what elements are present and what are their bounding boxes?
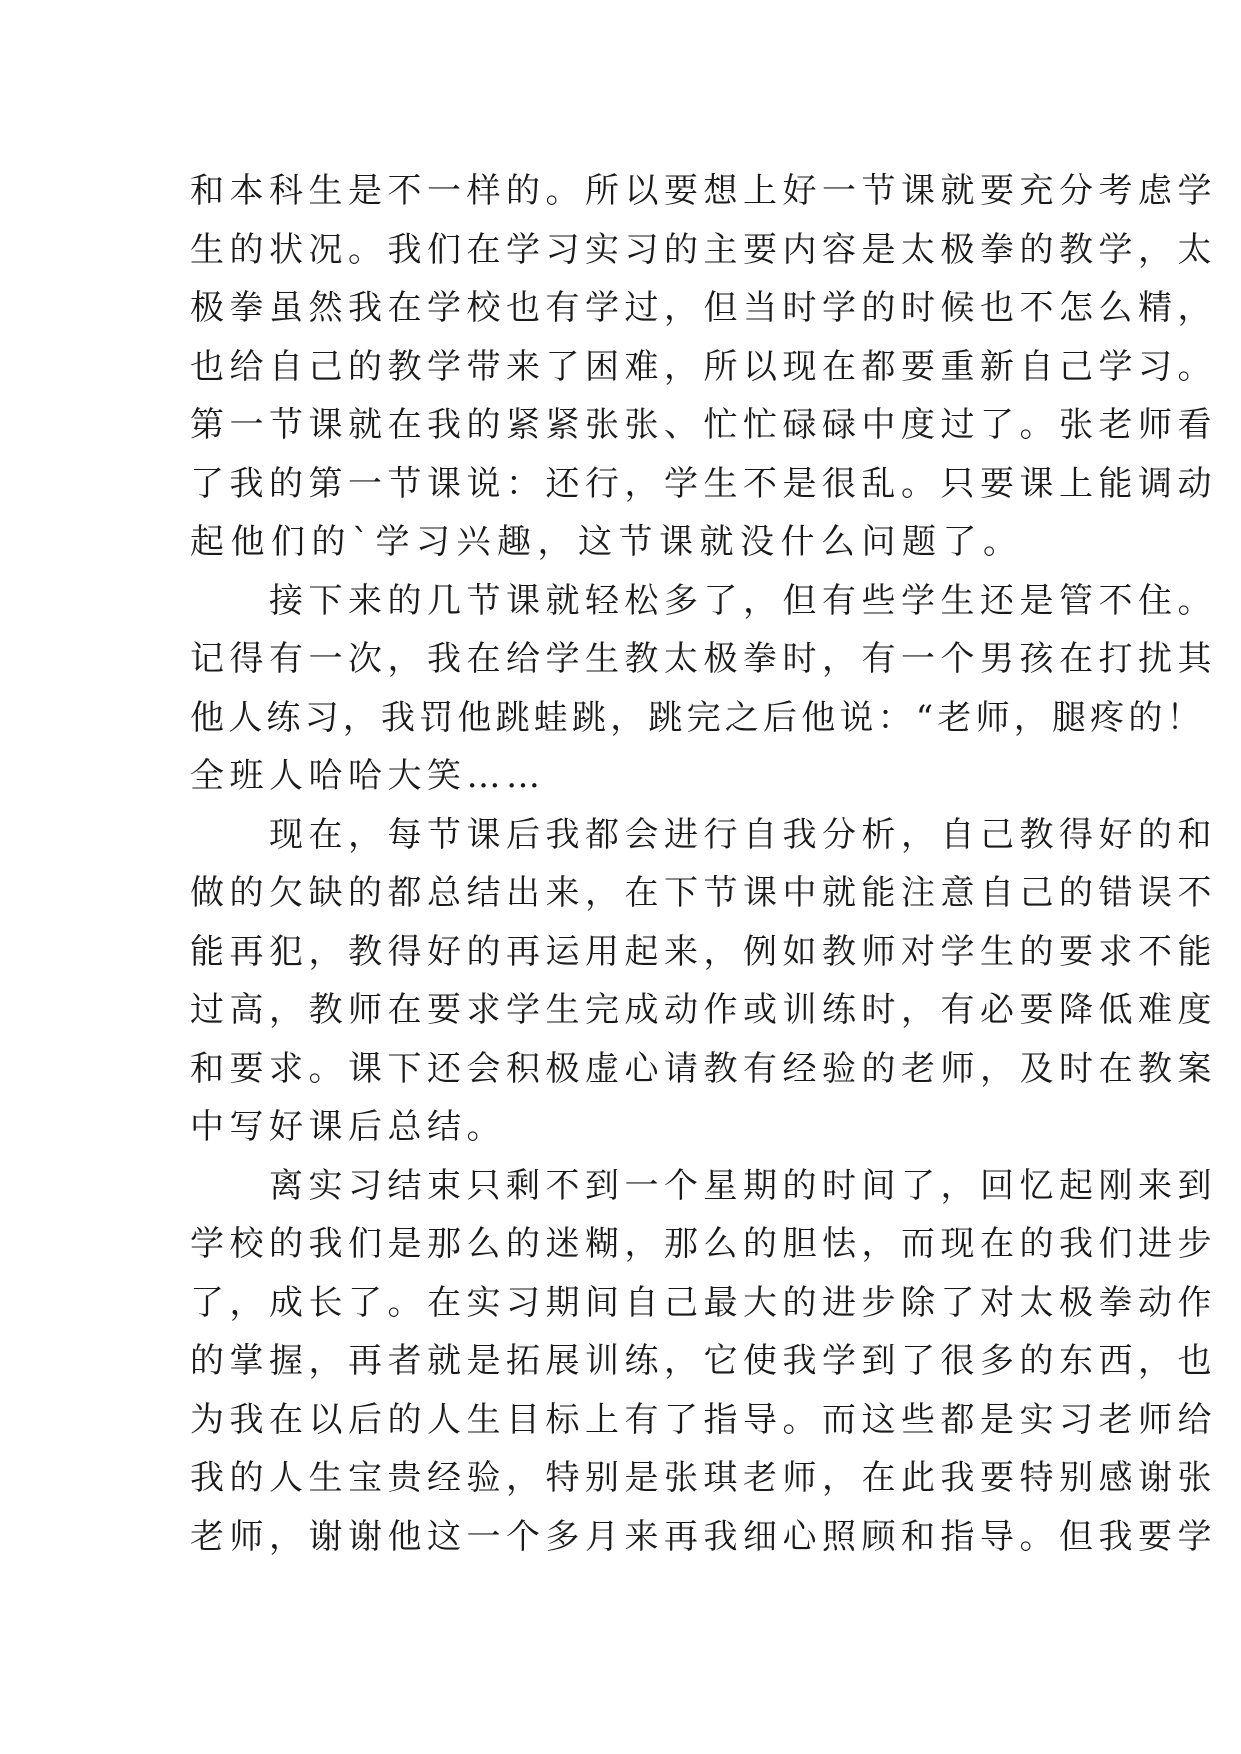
- text-line-12: 现在，每节课后我都会进行自我分析，自己教得好的和: [190, 814, 1217, 855]
- text-line-20: 了，成长了。在实习期间自己最大的进步除了对太极拳动作: [190, 1282, 1217, 1323]
- text-line-23: 我的人生宝贵经验，特别是张琪老师，在此我要特别感谢张: [190, 1458, 1217, 1498]
- text-line-8: 接下来的几节课就轻松多了，但有些学生还是管不住。: [190, 580, 1217, 621]
- text-line-1: 和本科生是不一样的。所以要想上好一节课就要充分考虑学: [190, 171, 1217, 211]
- text-line-7: 起他们的`学习兴趣，这节课就没什么问题了。: [190, 522, 1024, 562]
- text-line-6: 了我的第一节课说：还行，学生不是很乱。只要课上能调动: [190, 463, 1217, 504]
- text-line-17: 中写好课后总结。: [190, 1107, 506, 1147]
- text-line-15: 过高，教师在要求学生完成动作或训练时，有必要降低难度: [190, 990, 1217, 1030]
- text-line-2: 生的状况。我们在学习实习的主要内容是太极拳的教学，太: [190, 229, 1217, 270]
- text-line-10: 他人练习，我罚他跳蛙跳，跳完之后他说：“老师，腿疼的！: [190, 697, 1205, 738]
- text-line-19: 学校的我们是那么的迷糊，那么的胆怯，而现在的我们进步: [190, 1224, 1217, 1264]
- text-line-16: 和要求。课下还会积极虚心请教有经验的老师，及时在教案: [190, 1048, 1217, 1089]
- text-line-21: 的掌握，再者就是拓展训练，它使我学到了很多的东西，也: [190, 1341, 1217, 1381]
- text-line-18: 离实习结束只剩不到一个星期的时间了，回忆起刚来到: [190, 1165, 1217, 1206]
- text-line-13: 做的欠缺的都总结出来，在下节课中就能注意自己的错误不: [190, 873, 1217, 913]
- document-body: [190, 162, 1217, 1566]
- text-line-4: 也给自己的教学带来了困难，所以现在都要重新自己学习。: [190, 346, 1217, 387]
- text-line-3: 极拳虽然我在学校也有学过，但当时学的时候也不怎么精，: [190, 288, 1217, 328]
- text-line-14: 能再犯，教得好的再运用起来，例如教师对学生的要求不能: [190, 931, 1217, 972]
- text-line-5: 第一节课就在我的紧紧张张、忙忙碌碌中度过了。张老师看: [190, 405, 1217, 445]
- text-line-11: 全班人哈哈大笑……: [190, 756, 546, 796]
- text-line-9: 记得有一次，我在给学生教太极拳时，有一个男孩在打扰其: [190, 639, 1217, 679]
- text-line-24: 老师，谢谢他这一个多月来再我细心照顾和指导。但我要学: [190, 1516, 1217, 1557]
- text-line-22: 为我在以后的人生目标上有了指导。而这些都是实习老师给: [190, 1399, 1217, 1440]
